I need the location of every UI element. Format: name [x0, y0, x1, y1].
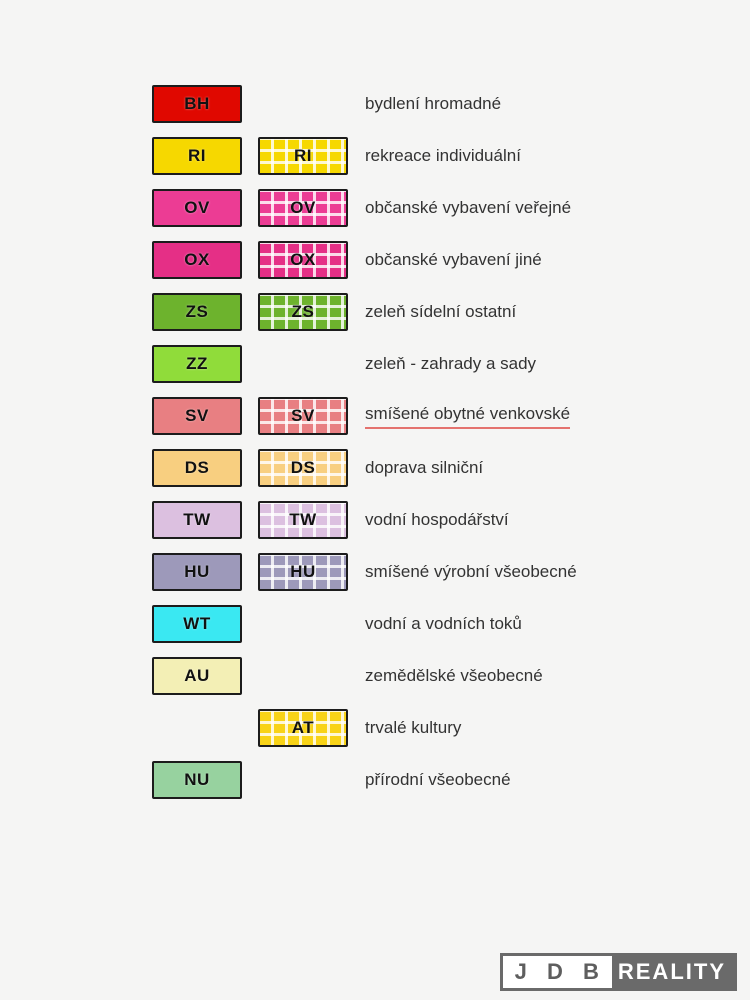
zone-label: zeleň - zahrady a sady — [365, 354, 537, 373]
zone-code: RI — [188, 146, 206, 165]
zone-code: AU — [184, 666, 210, 685]
zone-code: TW — [289, 510, 317, 529]
zone-label: občanské vybavení jiné — [365, 250, 542, 269]
zone-code: OV — [290, 198, 316, 217]
zone-code: HU — [290, 562, 316, 581]
zone-swatch-solid — [152, 761, 242, 799]
zone-swatch-solid — [152, 397, 242, 435]
zone-code: OX — [290, 250, 316, 269]
zone-code: ZZ — [186, 354, 208, 373]
zone-swatch-hatched — [258, 553, 348, 591]
zone-code: HU — [184, 562, 210, 581]
zone-swatch-hatched — [258, 709, 348, 747]
zone-code: OV — [184, 198, 210, 217]
legend-row — [152, 605, 577, 643]
legend-row — [152, 553, 577, 591]
legend-row — [152, 345, 577, 383]
zone-swatch-solid — [152, 293, 242, 331]
legend-row — [152, 657, 577, 695]
zone-swatch-solid — [152, 85, 242, 123]
jdb-reality-watermark — [500, 953, 737, 991]
legend-row — [152, 137, 577, 175]
zone-swatch-solid — [152, 345, 242, 383]
zone-swatch-solid — [152, 449, 242, 487]
zone-code: DS — [290, 458, 316, 477]
zone-code: TW — [183, 510, 211, 529]
zone-swatch-hatched — [258, 189, 348, 227]
zone-label: bydlení hromadné — [365, 94, 502, 113]
zoning-legend — [152, 85, 577, 813]
watermark-jdb-text: J D B — [514, 959, 606, 984]
zone-label: zemědělské všeobecné — [365, 666, 543, 685]
zone-label: rekreace individuální — [365, 146, 521, 165]
zone-swatch-hatched — [258, 501, 348, 539]
zone-swatch-solid — [152, 605, 242, 643]
zone-code: WT — [183, 614, 211, 633]
legend-row — [152, 293, 577, 331]
zone-label: vodní a vodních toků — [365, 614, 522, 633]
zone-label: doprava silniční — [365, 458, 484, 477]
zone-code: OX — [184, 250, 210, 269]
legend-row — [152, 397, 577, 435]
legend-row — [152, 449, 577, 487]
zone-code: BH — [184, 94, 210, 113]
zone-code: AT — [291, 718, 315, 737]
zone-code: NU — [184, 770, 210, 789]
legend-row — [152, 709, 577, 747]
zone-label: trvalé kultury — [365, 718, 462, 737]
legend-row — [152, 85, 577, 123]
zone-code: SV — [291, 406, 315, 425]
zone-code: DS — [184, 458, 210, 477]
zone-swatch-hatched — [258, 293, 348, 331]
zone-label: přírodní všeobecné — [365, 770, 511, 789]
zone-swatch-hatched — [258, 241, 348, 279]
legend-row — [152, 501, 577, 539]
legend-row — [152, 761, 577, 799]
zone-swatch-hatched — [258, 137, 348, 175]
zone-label: vodní hospodářství — [365, 510, 509, 529]
zone-swatch-solid — [152, 553, 242, 591]
zone-code: SV — [185, 406, 209, 425]
legend-row — [152, 189, 577, 227]
zone-label: smíšené obytné venkovské — [365, 404, 570, 429]
zone-swatch-solid — [152, 501, 242, 539]
zone-code: RI — [294, 146, 312, 165]
zone-code: ZS — [185, 302, 209, 321]
zone-label: smíšené výrobní všeobecné — [365, 562, 577, 581]
zone-label: občanské vybavení veřejné — [365, 198, 572, 217]
zone-swatch-hatched — [258, 449, 348, 487]
zone-label: zeleň sídelní ostatní — [365, 302, 517, 321]
zone-swatch-hatched — [258, 397, 348, 435]
zone-swatch-solid — [152, 189, 242, 227]
zone-swatch-solid — [152, 241, 242, 279]
legend-row — [152, 241, 577, 279]
zone-code: ZS — [291, 302, 315, 321]
zone-swatch-solid — [152, 137, 242, 175]
zone-swatch-solid — [152, 657, 242, 695]
watermark-reality-text: REALITY — [612, 956, 734, 988]
